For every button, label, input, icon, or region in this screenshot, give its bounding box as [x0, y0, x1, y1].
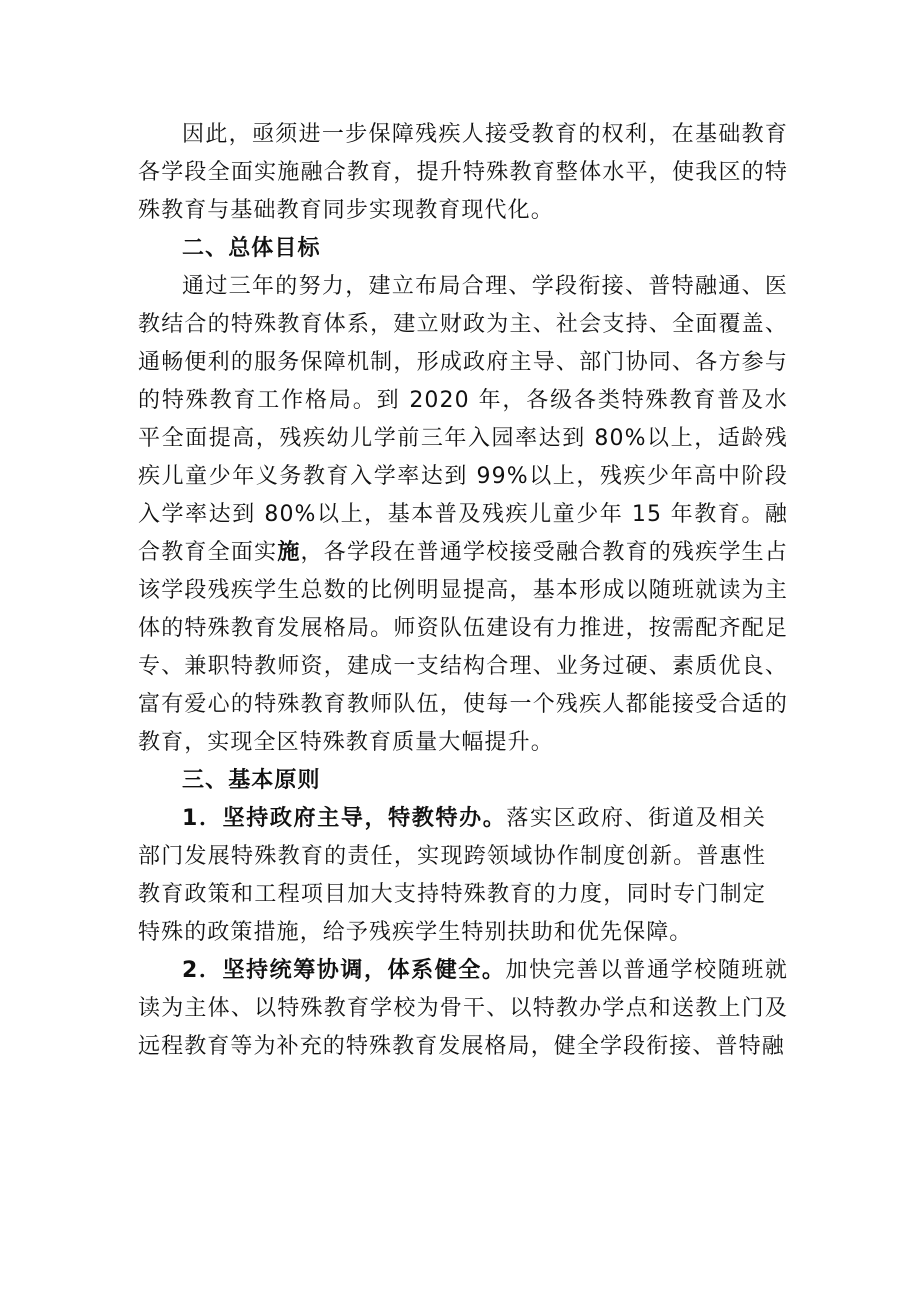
paragraph-overall-goals: [138, 268, 788, 762]
principle-2-body: 加快完善以普通学校随班就读为主体、以特殊教育学校为骨干、以特教办学点和送教上门及远程教育等为补充的特殊教育发展格局，健全学段衔接、普特融: [138, 958, 788, 1059]
goals-bold-char: 施: [277, 540, 301, 565]
principle-1-title: 1．坚持政府主导，特教特办。: [182, 806, 507, 831]
document-body: [138, 116, 788, 1066]
paragraph-principle-1: [138, 800, 766, 952]
paragraph-principle-2: [138, 952, 788, 1066]
heading-basic-principles: 三、基本原则: [182, 768, 321, 793]
goals-text-part2: ，各学段在普通学校接受融合教育的残疾学生占该学段残疾学生总数的比例明显提高，基本形成以随班就读为主体的特殊教育发展格局。师资队伍建设有力推进，按需配齐配足专、兼职特教师资，建成一支结构合理、业务过硬、素质优良、富有爱心的特殊教育教师队伍，使每一个残疾人都能接受合适的教育，实现全区特殊教育质量大幅提升。: [138, 540, 788, 755]
paragraph-conclusion: 因此，亟须进一步保障残疾人接受教育的权利，在基础教育各学段全面实施融合教育，提升特殊教育整体水平，使我区的特殊教育与基础教育同步实现教育现代化。: [138, 122, 788, 223]
principle-2-title: 2．坚持统筹协调，体系健全。: [182, 958, 506, 983]
principle-1-body: 落实区政府、街道及相关部门发展特殊教育的责任，实现跨领域协作制度创新。普惠性教育政策和工程项目加大支持特殊教育的力度，同时专门制定特殊的政策措施，给予残疾学生特别扶助和优先保障。: [138, 806, 766, 945]
goals-text-part1: 通过三年的努力，建立布局合理、学段衔接、普特融通、医教结合的特殊教育体系，建立财政为主、社会支持、全面覆盖、通畅便利的服务保障机制，形成政府主导、部门协同、各方参与的特殊教育工作格局。到 2020 年，各级各类特殊教育普及水平全面提高，残疾幼儿学前三年入园率达到 80%以上，适龄残疾儿童少年义务教育入学率达到 99%以上，残疾少年高中阶段入学率达到 80%以上，基本普及残疾儿童少年 15 年教育。融合教育全面实: [138, 274, 788, 565]
heading-overall-goals: 二、总体目标: [182, 236, 321, 261]
